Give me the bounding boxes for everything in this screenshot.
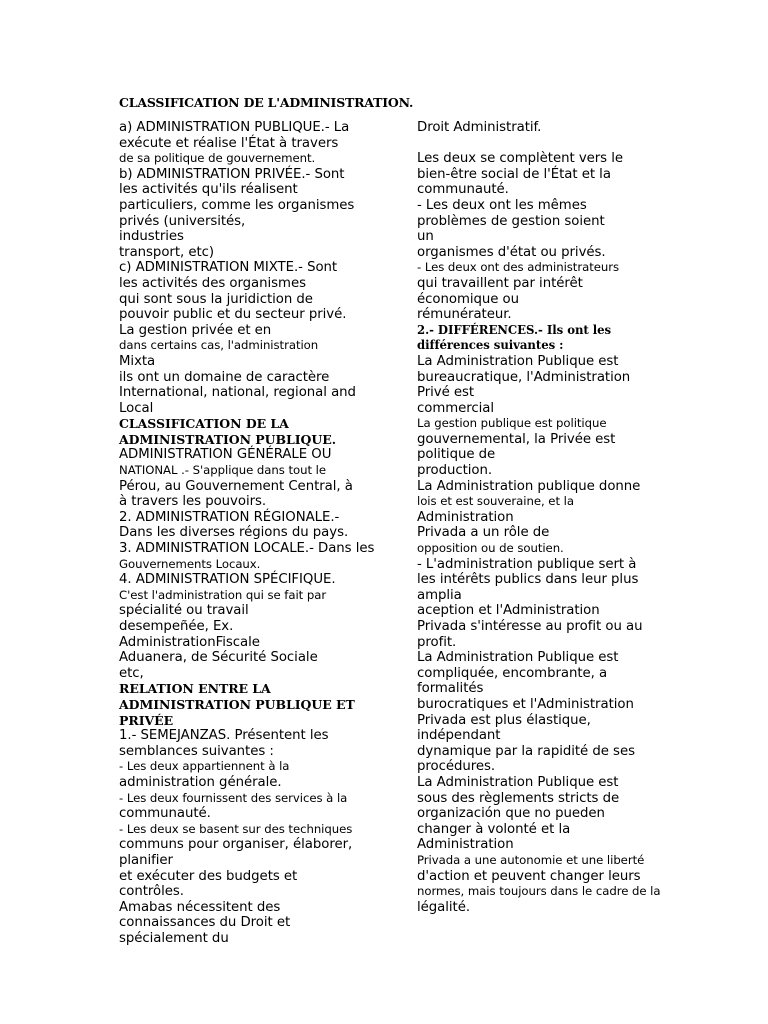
text-line: communauté. bbox=[119, 806, 211, 822]
document-title: CLASSIFICATION DE L'ADMINISTRATION. bbox=[119, 95, 414, 110]
text-line: desempeñée, Ex. bbox=[119, 619, 234, 634]
text-line: c) ADMINISTRATION MIXTE.- Sont bbox=[119, 260, 338, 276]
text-line: Amabas nécessitent des bbox=[119, 899, 281, 915]
text-line: administration générale. bbox=[119, 774, 282, 790]
text-line: changer à volonté et la bbox=[417, 821, 571, 837]
text-line: les activités qu'ils réalisent bbox=[119, 182, 298, 198]
text-line: burocratiques et l'Administration bbox=[417, 696, 634, 712]
text-line: b) ADMINISTRATION PRIVÉE.- Sont bbox=[119, 166, 345, 182]
section-heading-line: CLASSIFICATION DE LA bbox=[119, 416, 289, 432]
text-line: compliquée, encombrante, a bbox=[417, 665, 608, 681]
text-line: Droit Administratif. bbox=[417, 120, 542, 135]
text-line: formalités bbox=[417, 681, 484, 697]
text-line: Privada a une autonomie et une liberté bbox=[417, 852, 645, 867]
text-line: - L'administration publique sert à bbox=[417, 556, 637, 572]
text-line: sous des règlements stricts de bbox=[417, 790, 620, 806]
text-line: planifier bbox=[119, 852, 173, 868]
section-heading-line: PRIVÉE bbox=[119, 712, 174, 728]
text-line: International, national, regional and bbox=[119, 385, 356, 401]
text-line: indépendant bbox=[417, 728, 501, 744]
text-line: ADMINISTRATION GÉNÉRALE OU bbox=[119, 447, 332, 463]
text-line: dynamique par la rapidité de ses bbox=[417, 743, 635, 759]
text-line: Administration bbox=[417, 837, 514, 853]
text-line: opposition ou de soutien. bbox=[417, 541, 564, 556]
text-line bbox=[417, 136, 685, 152]
text-line: La Administration Publique est bbox=[417, 774, 619, 790]
text-line: NATIONAL .- S'applique dans tout le bbox=[119, 463, 327, 478]
text-line: organismes d'état ou privés. bbox=[417, 244, 606, 260]
text-line: connaissances du Droit et bbox=[119, 915, 291, 931]
section-heading-line: 2.- DIFFÉRENCES.- Ils ont les bbox=[417, 322, 612, 337]
text-line: politique de bbox=[417, 447, 496, 463]
text-line: La Administration publique donne bbox=[417, 478, 641, 494]
text-line: Les deux se complètent vers le bbox=[417, 151, 624, 167]
text-line: communauté. bbox=[417, 182, 509, 198]
text-line: économique ou bbox=[417, 291, 520, 307]
text-line: qui sont sous la juridiction de bbox=[119, 291, 313, 307]
text-line: et exécuter des budgets et bbox=[119, 868, 298, 884]
text-line: Aduanera, de Sécurité Sociale bbox=[119, 650, 318, 666]
left-column bbox=[119, 120, 381, 946]
text-line: La gestion publique est politique bbox=[417, 416, 607, 431]
text-line: les intérêts publics dans leur plus bbox=[417, 572, 639, 588]
text-line: La Administration Publique est bbox=[417, 353, 619, 369]
text-line: - Les deux ont des administrateurs bbox=[417, 260, 620, 275]
text-line: Local bbox=[119, 400, 154, 416]
text-line: 3. ADMINISTRATION LOCALE.- Dans les bbox=[119, 541, 375, 557]
text-line: rémunérateur. bbox=[417, 307, 512, 323]
text-line: semblances suivantes : bbox=[119, 743, 274, 759]
text-line: amplia bbox=[417, 587, 462, 603]
text-line: organización que no pueden bbox=[417, 806, 605, 822]
text-line: les activités des organismes bbox=[119, 275, 306, 291]
text-line: - Les deux appartiennent à la bbox=[119, 759, 290, 774]
text-line: commercial bbox=[417, 400, 495, 416]
text-line: Privada a un rôle de bbox=[417, 525, 550, 541]
text-line: bureaucratique, l'Administration bbox=[417, 369, 631, 385]
text-line: aception et l'Administration bbox=[417, 603, 600, 619]
text-line: profit. bbox=[417, 634, 457, 650]
text-line: 1.- SEMEJANZAS. Présentent les bbox=[119, 728, 329, 744]
text-line: a) ADMINISTRATION PUBLIQUE.- La bbox=[119, 120, 350, 135]
text-line: ils ont un domaine de caractère bbox=[119, 369, 330, 385]
text-line: C'est l'administration qui se fait par bbox=[119, 587, 327, 602]
text-line: - Les deux se basent sur des techniques bbox=[119, 821, 353, 836]
text-line: Privada est plus élastique, bbox=[417, 712, 591, 728]
text-line: dans certains cas, l'administration bbox=[119, 338, 319, 353]
text-line: procédures. bbox=[417, 759, 496, 775]
text-line: transport, etc) bbox=[119, 244, 215, 260]
text-line: - Les deux ont les mêmes bbox=[417, 197, 587, 213]
text-line: contrôles. bbox=[119, 884, 184, 900]
section-heading-line: différences suivantes : bbox=[417, 338, 564, 353]
text-line: etc, bbox=[119, 665, 144, 681]
text-line: AdministrationFiscale bbox=[119, 634, 260, 650]
text-line: La Administration Publique est bbox=[417, 650, 619, 666]
text-line: lois et est souveraine, et la bbox=[417, 494, 574, 509]
text-line: 4. ADMINISTRATION SPÉCIFIQUE. bbox=[119, 572, 336, 588]
right-column bbox=[417, 120, 685, 915]
text-line: Pérou, au Gouvernement Central, à bbox=[119, 478, 353, 494]
text-line: de sa politique de gouvernement. bbox=[119, 151, 316, 166]
text-line: Gouvernements Locaux. bbox=[119, 556, 261, 571]
text-line: pouvoir public et du secteur privé. bbox=[119, 307, 347, 323]
text-line: légalité. bbox=[417, 899, 471, 915]
text-line: spécialement du bbox=[119, 930, 229, 946]
text-line: gouvernemental, la Privée est bbox=[417, 431, 616, 447]
text-line: un bbox=[417, 229, 434, 245]
text-line: particuliers, comme les organismes bbox=[119, 197, 355, 213]
section-heading-line: ADMINISTRATION PUBLIQUE. bbox=[119, 431, 337, 447]
text-line: qui travaillent par intérêt bbox=[417, 275, 583, 291]
text-line: bien-être social de l'État et la bbox=[417, 166, 611, 182]
text-line: Mixta bbox=[119, 353, 156, 369]
text-line: normes, mais toujours dans le cadre de la bbox=[417, 884, 661, 899]
text-line: à travers les pouvoirs. bbox=[119, 494, 267, 510]
text-line: Dans les diverses régions du pays. bbox=[119, 525, 349, 541]
text-line: production. bbox=[417, 463, 493, 479]
text-line: La gestion privée et en bbox=[119, 322, 272, 338]
text-line: Administration bbox=[417, 509, 514, 525]
text-line: 2. ADMINISTRATION RÉGIONALE.- bbox=[119, 509, 340, 525]
text-line: problèmes de gestion soient bbox=[417, 213, 605, 229]
text-line: privés (universités, bbox=[119, 213, 246, 229]
text-line: Privé est bbox=[417, 385, 475, 401]
section-heading-line: RELATION ENTRE LA bbox=[119, 681, 271, 697]
text-line: - Les deux fournissent des services à la bbox=[119, 790, 348, 805]
text-line: exécute et réalise l'État à travers bbox=[119, 135, 339, 151]
text-line: communs pour organiser, élaborer, bbox=[119, 837, 353, 853]
section-heading-line: ADMINISTRATION PUBLIQUE ET bbox=[119, 696, 355, 712]
text-line: Privada s'intéresse au profit ou au bbox=[417, 619, 643, 634]
text-line: spécialité ou travail bbox=[119, 603, 249, 619]
text-line: industries bbox=[119, 229, 184, 245]
text-line: d'action et peuvent changer leurs bbox=[417, 868, 641, 884]
